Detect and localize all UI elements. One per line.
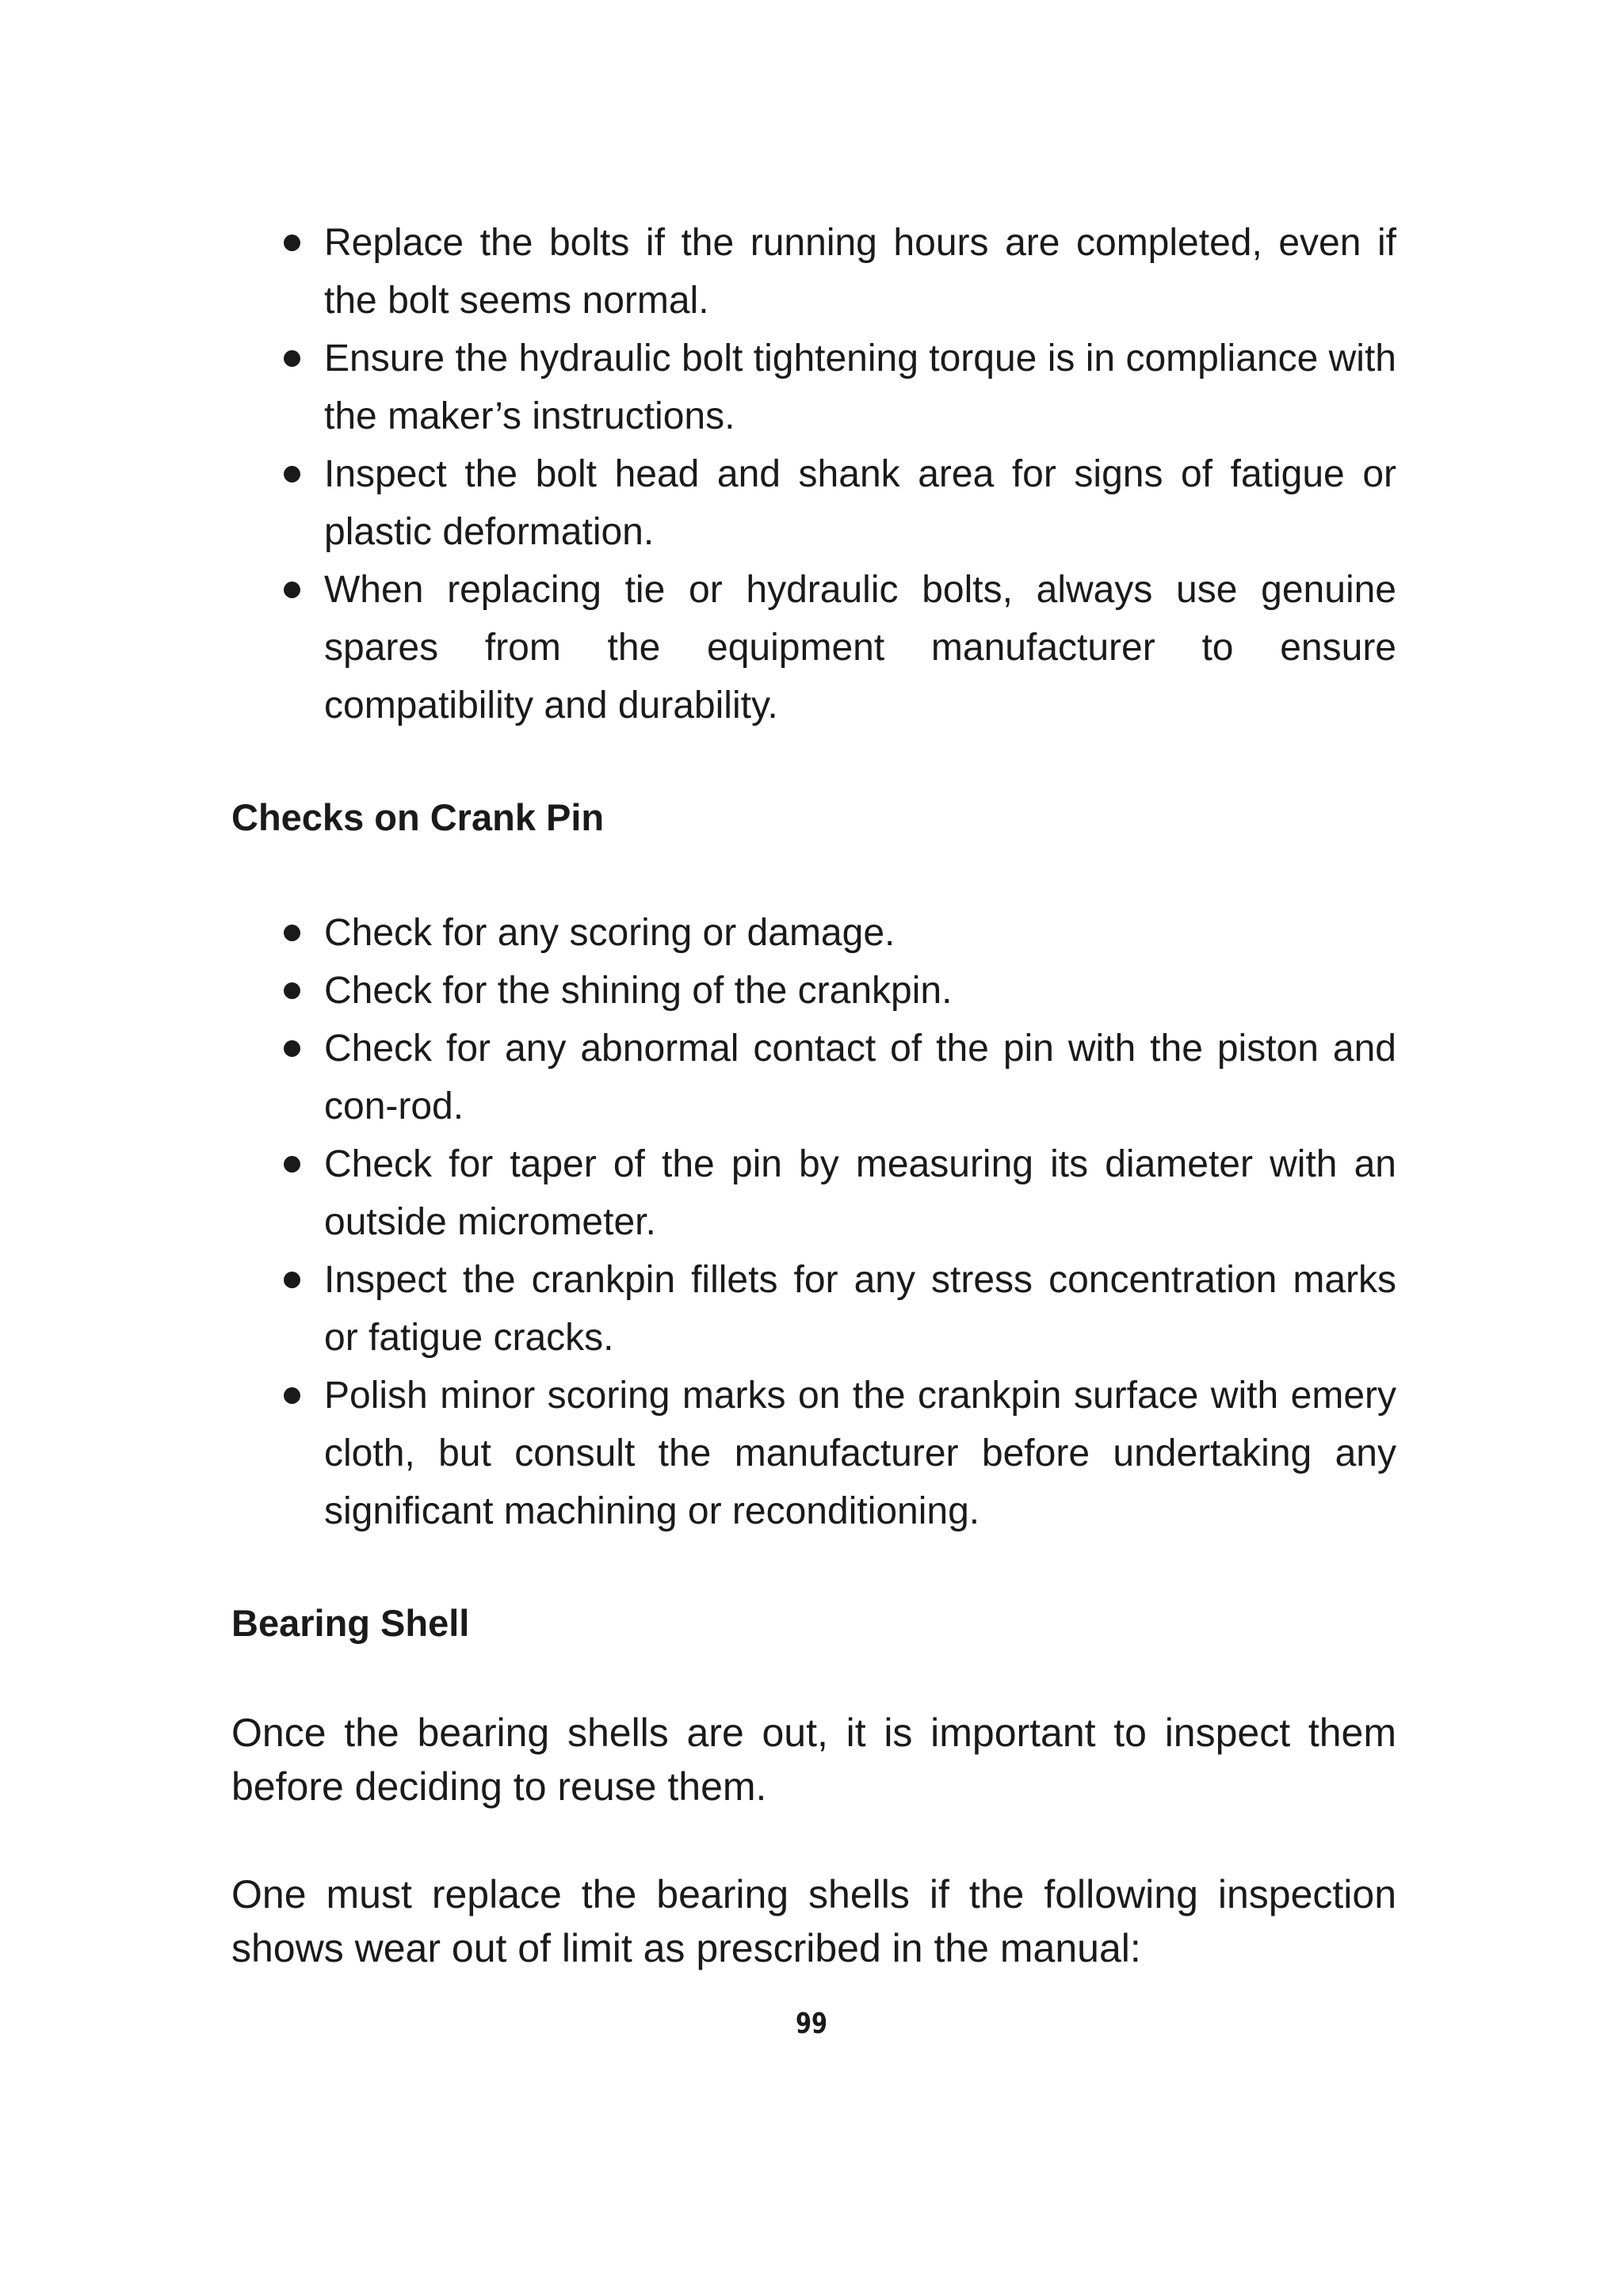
list-item: Check for taper of the pin by measuring its diameter with an outside micrometer. — [231, 1135, 1396, 1251]
list-item: Inspect the bolt head and shank area for signs of fatigue or plastic deformation. — [231, 445, 1396, 561]
crank-pin-checklist — [231, 904, 1396, 1540]
section-heading-bearing-shell: Bearing Shell — [231, 1602, 470, 1644]
list-item: Polish minor scoring marks on the crankpin surface with emery cloth, but consult the manufacturer before undertaking any significant machining or reconditioning. — [231, 1367, 1396, 1540]
page-number: 99 — [795, 2008, 828, 2040]
list-item: Ensure the hydraulic bolt tightening torque is in compliance with the maker’s instructions. — [231, 330, 1396, 445]
list-item: When replacing tie or hydraulic bolts, always use genuine spares from the equipment manufacturer to ensure compatibility and durability. — [231, 561, 1396, 734]
list-item: Check for the shining of the crankpin. — [231, 962, 1396, 1020]
list-item: Check for any scoring or damage. — [231, 904, 1396, 962]
bolt-checklist — [231, 214, 1396, 734]
list-item: Replace the bolts if the running hours are completed, even if the bolt seems normal. — [231, 214, 1396, 330]
body-paragraph: One must replace the bearing shells if the following inspection shows wear out of limit as prescribed in the manual: — [231, 1872, 1396, 1970]
page-content — [231, 214, 1396, 1975]
list-item: Inspect the crankpin fillets for any stress concentration marks or fatigue cracks. — [231, 1251, 1396, 1367]
list-item: Check for any abnormal contact of the pin with the piston and con-rod. — [231, 1020, 1396, 1135]
section-heading-crank-pin: Checks on Crank Pin — [231, 796, 605, 838]
body-paragraph: Once the bearing shells are out, it is important to inspect them before deciding to reuse them. — [231, 1711, 1396, 1809]
